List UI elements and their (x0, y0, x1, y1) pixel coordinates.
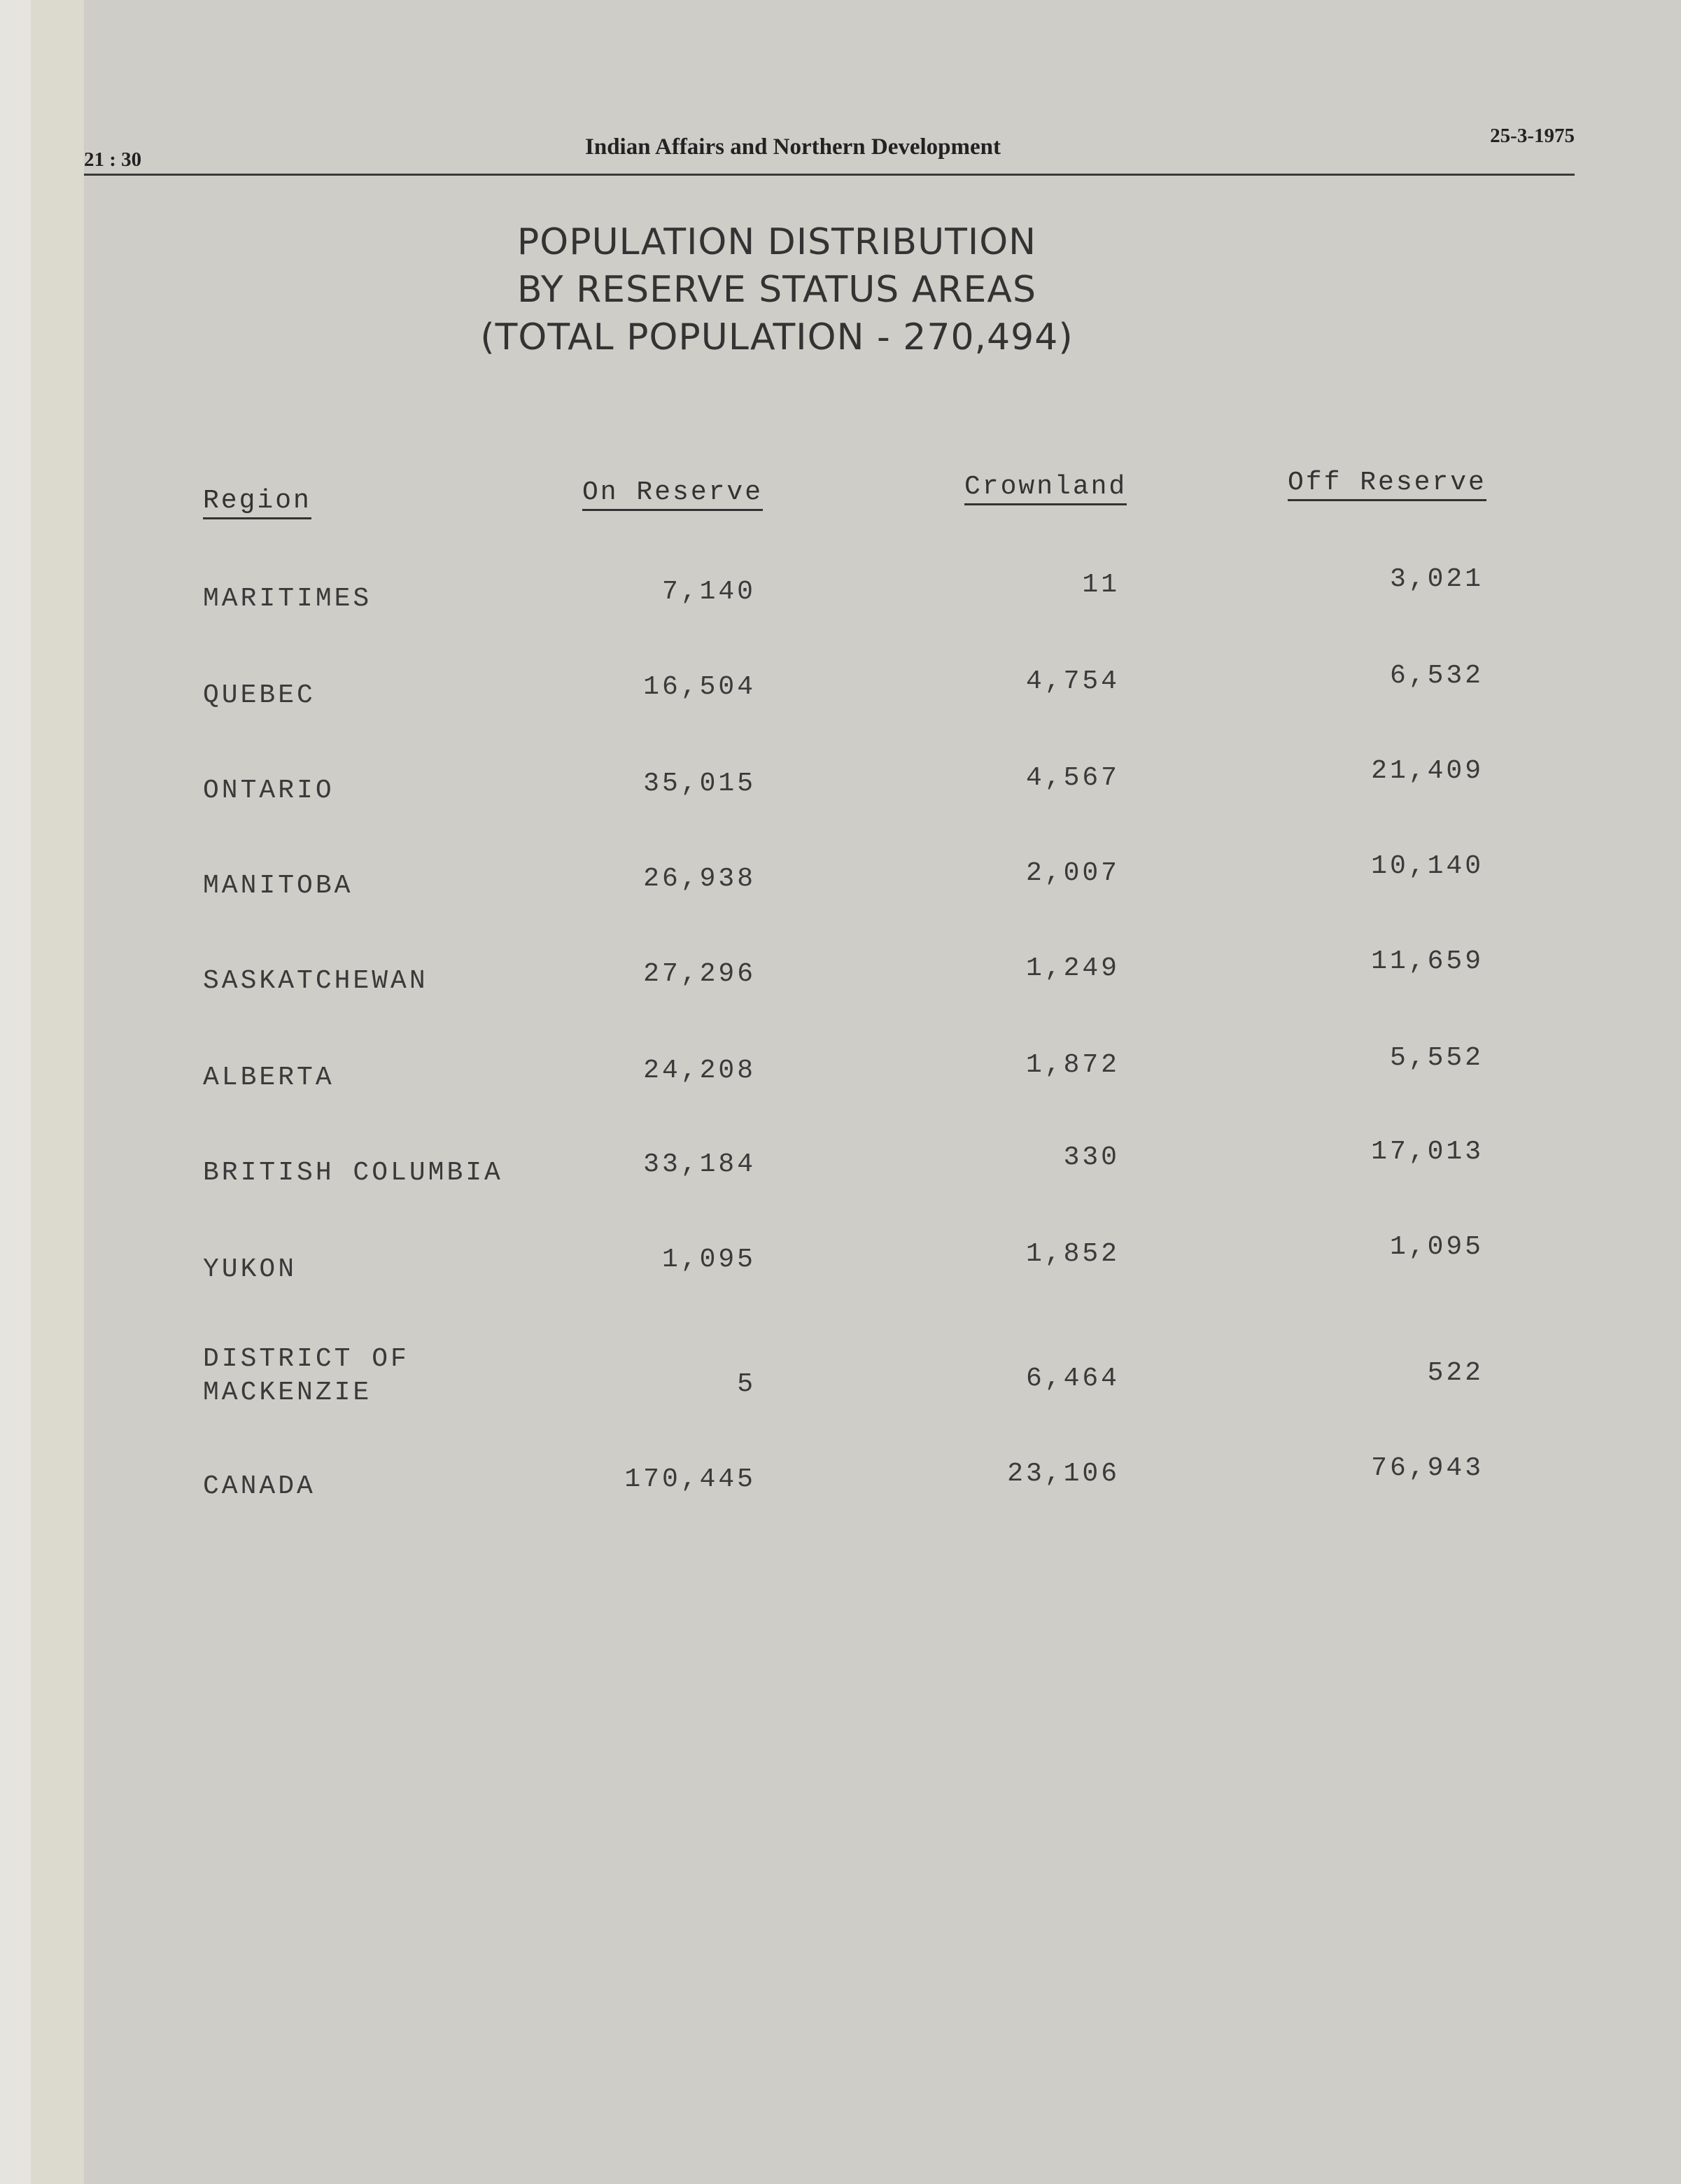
title-line-2: BY RESERVE STATUS AREAS (517, 269, 1036, 311)
off-reserve-cell: 522 (1427, 1358, 1484, 1388)
off-reserve-cell: 6,532 (1389, 661, 1484, 691)
region-cell: SASKATCHEWAN (203, 966, 428, 996)
page-number: 21 : 30 (84, 148, 142, 171)
on-reserve-cell: 7,140 (661, 577, 756, 607)
off-reserve-cell: 17,013 (1371, 1137, 1484, 1167)
crownland-cell: 4,754 (1025, 666, 1120, 696)
region-cell: BRITISH COLUMBIA (203, 1158, 503, 1188)
publication-title: Indian Affairs and Northern Development (585, 134, 1001, 160)
region-cell: QUEBEC (203, 680, 316, 710)
off-reserve-cell: 5,552 (1389, 1043, 1484, 1073)
on-reserve-cell: 170,445 (624, 1464, 756, 1494)
table-title (420, 218, 1134, 361)
on-reserve-cell: 16,504 (643, 672, 756, 702)
header-date: 25-3-1975 (1490, 125, 1575, 147)
crownland-cell: 11 (1082, 570, 1120, 600)
column-header-crownland: Crownland (964, 472, 1127, 505)
crownland-cell: 1,872 (1025, 1050, 1120, 1080)
off-reserve-cell: 11,659 (1371, 946, 1484, 976)
on-reserve-cell: 33,184 (643, 1149, 756, 1180)
off-reserve-cell: 76,943 (1371, 1453, 1484, 1483)
on-reserve-cell: 1,095 (661, 1245, 756, 1275)
column-header-region: Region (203, 486, 311, 519)
crownland-cell: 2,007 (1025, 858, 1120, 888)
region-cell: ONTARIO (203, 776, 335, 806)
on-reserve-cell: 27,296 (643, 959, 756, 989)
crownland-cell: 4,567 (1025, 763, 1120, 793)
region-cell: CANADA (203, 1471, 316, 1502)
on-reserve-cell: 35,015 (643, 769, 756, 799)
column-header-on-reserve: On Reserve (582, 477, 763, 511)
crownland-cell: 6,464 (1025, 1364, 1120, 1394)
crownland-cell: 1,249 (1025, 953, 1120, 983)
region-cell: ALBERTA (203, 1063, 335, 1093)
off-reserve-cell: 10,140 (1371, 851, 1484, 881)
region-cell: MARITIMES (203, 584, 372, 614)
crownland-cell: 1,852 (1025, 1239, 1120, 1269)
crownland-cell: 23,106 (1007, 1459, 1120, 1489)
on-reserve-cell: 5 (737, 1369, 756, 1399)
off-reserve-cell: 3,021 (1389, 564, 1484, 594)
page-edge-inner (31, 0, 84, 2184)
region-cell-line-1: DISTRICT OF (203, 1344, 409, 1374)
page-edge (0, 0, 31, 2184)
running-header (84, 125, 1575, 176)
region-cell: MANITOBA (203, 871, 353, 901)
region-cell-line-2: MACKENZIE (203, 1378, 372, 1408)
on-reserve-cell: 24,208 (643, 1056, 756, 1086)
title-line-1: POPULATION DISTRIBUTION (516, 221, 1037, 263)
off-reserve-cell: 21,409 (1371, 756, 1484, 786)
crownland-cell: 330 (1063, 1142, 1120, 1172)
column-header-off-reserve: Off Reserve (1288, 468, 1486, 501)
off-reserve-cell: 1,095 (1389, 1232, 1484, 1262)
title-line-3: (TOTAL POPULATION - 270,494) (480, 316, 1074, 358)
region-cell: YUKON (203, 1254, 297, 1284)
on-reserve-cell: 26,938 (643, 864, 756, 894)
